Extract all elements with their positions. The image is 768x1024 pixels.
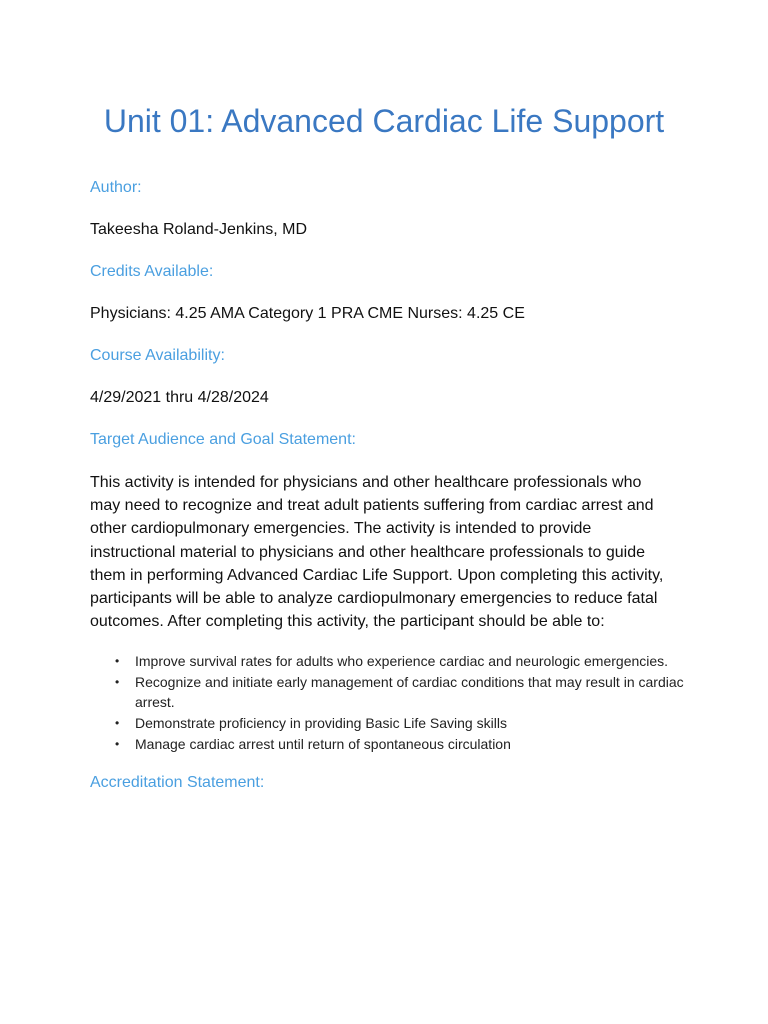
list-item xyxy=(115,735,695,755)
goal-text: Recognize and initiate early management of cardiac conditions that may result in cardiac arrest. xyxy=(135,674,684,710)
availability-value: 4/29/2021 thru 4/28/2024 xyxy=(90,389,269,406)
bullet-icon: • xyxy=(115,715,120,730)
goal-list xyxy=(90,652,695,754)
goal-text: Improve survival rates for adults who experience cardiac and neurologic emergencies. xyxy=(135,653,669,670)
list-item xyxy=(115,673,695,712)
bullet-icon: • xyxy=(115,736,120,751)
page-title: Unit 01: Advanced Cardiac Life Support xyxy=(103,103,665,139)
credits-label: Credits Available: xyxy=(90,263,214,280)
target-audience-paragraph: This activity is intended for physicians and other healthcare professionals who may need to recognize and treat adult patients suffering from cardiac arrest and other cardiopulmonary emergencies. The activity is intended to provide instructional material to physicians and other healthcare professionals to guide them in performing Advanced Cardiac Life Support. Upon completing this activity, participants will be able to analyze cardiopulmonary emergencies to reduce fatal outcomes. After completing this activity, the participant should be able to: xyxy=(90,474,664,631)
author-label: Author: xyxy=(90,179,142,196)
author-value: Takeesha Roland-Jenkins, MD xyxy=(90,221,307,238)
goal-text: Demonstrate proficiency in providing Basic Life Saving skills xyxy=(135,714,507,731)
credits-value: Physicians: 4.25 AMA Category 1 PRA CME Nurses: 4.25 CE xyxy=(90,305,525,322)
goal-text: Manage cardiac arrest until return of spontaneous circulation xyxy=(135,735,511,752)
bullet-icon: • xyxy=(115,675,120,690)
availability-label: Course Availability: xyxy=(90,347,225,364)
bullet-icon: • xyxy=(115,654,120,669)
accreditation-label: Accreditation Statement: xyxy=(90,774,265,792)
list-item xyxy=(115,652,695,672)
list-item xyxy=(115,714,695,734)
target-audience-label: Target Audience and Goal Statement: xyxy=(90,431,356,448)
